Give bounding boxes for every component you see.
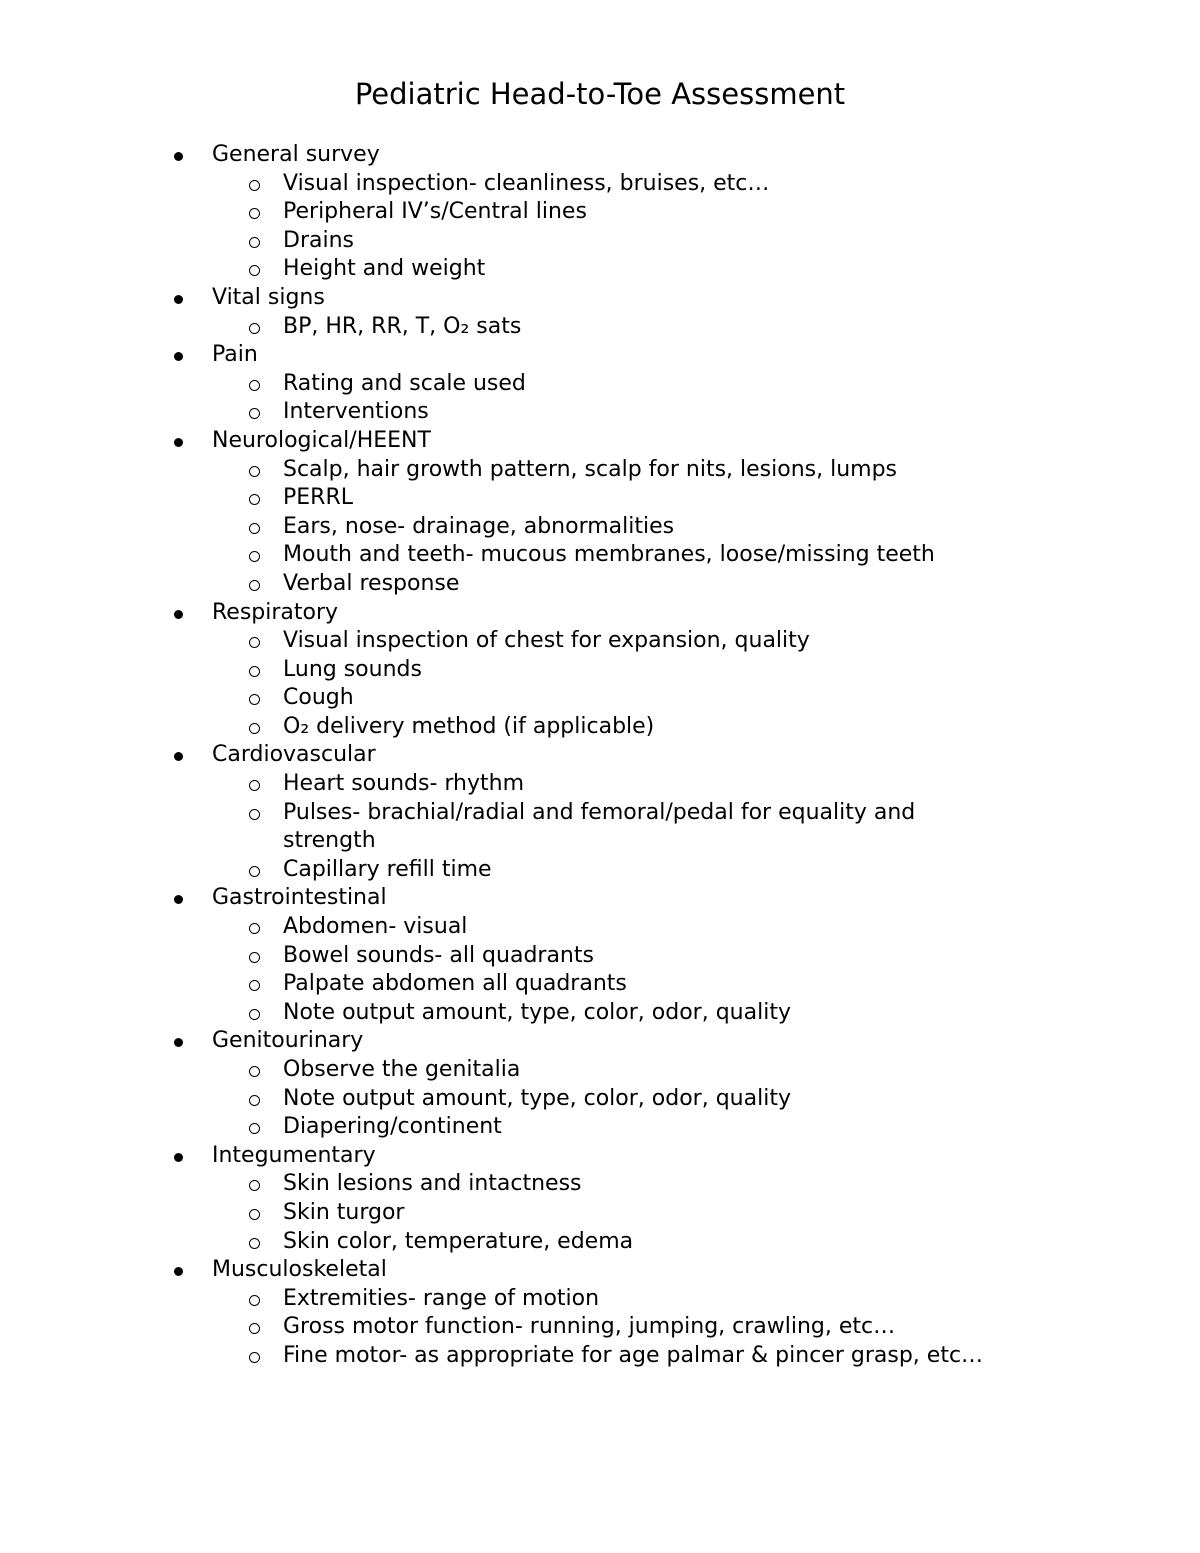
- section-musculoskeletal: [0, 1256, 1200, 1370]
- bullet-icon: [174, 752, 183, 761]
- page-title: Pediatric Head-to-Toe Assessment: [354, 77, 846, 111]
- open-circle-icon: [249, 780, 260, 791]
- bullet-icon: [174, 295, 183, 304]
- list-item: [0, 999, 1200, 1028]
- sub-list: [0, 456, 1200, 599]
- open-circle-icon: [249, 1209, 260, 1220]
- open-circle-icon: [249, 980, 260, 991]
- open-circle-icon: [249, 1095, 260, 1106]
- section-heading-text: Vital signs: [212, 284, 325, 310]
- section-heading-text: Gastrointestinal: [212, 885, 387, 911]
- list-item-text: BP, HR, RR, T, O₂ sats: [283, 313, 522, 339]
- list-item-text: Verbal response: [283, 570, 460, 596]
- list-item-text: Skin turgor: [283, 1199, 405, 1225]
- list-item: [0, 1313, 1200, 1342]
- open-circle-icon: [249, 466, 260, 477]
- bullet-icon: [174, 352, 183, 361]
- list-item: [0, 570, 1200, 599]
- list-item-text: PERRL: [283, 485, 353, 511]
- open-circle-icon: [249, 1323, 260, 1334]
- list-item: [0, 398, 1200, 427]
- list-item: [0, 1228, 1200, 1257]
- section-heading: [0, 141, 1200, 170]
- section-integumentary: [0, 1142, 1200, 1256]
- section-heading: [0, 599, 1200, 628]
- open-circle-icon: [249, 923, 260, 934]
- list-item: [0, 227, 1200, 256]
- list-item-text: Interventions: [283, 399, 429, 425]
- list-item: [0, 1285, 1200, 1314]
- list-item-text: Visual inspection of chest for expansion, quality: [283, 628, 810, 654]
- section-heading-text: Genitourinary: [212, 1028, 364, 1054]
- list-item-text: Diapering/continent: [283, 1114, 502, 1140]
- section-heading: [0, 427, 1200, 456]
- open-circle-icon: [249, 809, 260, 820]
- list-item-text: Observe the genitalia: [283, 1057, 521, 1082]
- open-circle-icon: [249, 666, 260, 677]
- open-circle-icon: [249, 580, 260, 591]
- bullet-icon: [174, 610, 183, 619]
- sub-list: [0, 627, 1200, 741]
- list-item: [0, 1056, 1200, 1085]
- list-item: [0, 684, 1200, 713]
- open-circle-icon: [249, 1238, 260, 1249]
- open-circle-icon: [249, 1066, 260, 1077]
- list-item: [0, 484, 1200, 513]
- list-item-text: Bowel sounds- all quadrants: [283, 942, 594, 968]
- list-item: [0, 799, 983, 856]
- section-gastrointestinal: [0, 884, 1200, 1027]
- list-item-text: Gross motor function- running, jumping, crawling, etc…: [283, 1314, 896, 1340]
- list-item-text: Note output amount, type, color, odor, quality: [283, 1085, 791, 1111]
- open-circle-icon: [249, 237, 260, 248]
- list-item-text: Fine motor- as appropriate for age palmar & pincer grasp, etc…: [283, 1342, 984, 1368]
- list-item: [0, 1342, 1200, 1371]
- list-item: [0, 1085, 1200, 1114]
- list-item-text: Ears, nose- drainage, abnormalities: [283, 513, 675, 539]
- sub-list: [0, 313, 1200, 342]
- list-item: [0, 1170, 1200, 1199]
- sub-list: [0, 913, 1200, 1027]
- list-item: [0, 656, 1200, 685]
- list-item-text: Extremities- range of motion: [283, 1285, 600, 1311]
- section-general-survey: [0, 141, 1200, 284]
- open-circle-icon: [249, 723, 260, 734]
- section-pain: [0, 341, 1200, 427]
- open-circle-icon: [249, 265, 260, 276]
- sub-list: [0, 1170, 1200, 1256]
- list-item-text: Skin color, temperature, edema: [283, 1228, 634, 1254]
- section-genitourinary: [0, 1027, 1200, 1141]
- section-heading-text: Pain: [212, 342, 258, 368]
- list-item: [0, 1113, 1200, 1142]
- list-item-text: Rating and scale used: [283, 370, 526, 396]
- open-circle-icon: [249, 408, 260, 419]
- list-item-text: Peripheral IV’s/Central lines: [283, 199, 587, 225]
- list-item-text: Mouth and teeth- mucous membranes, loose/missing teeth: [283, 542, 935, 568]
- sub-list: [0, 1285, 1200, 1371]
- list-item-text: Capillary refill time: [283, 856, 492, 882]
- bullet-icon: [174, 438, 183, 447]
- section-respiratory: [0, 599, 1200, 742]
- list-item-text: Note output amount, type, color, odor, quality: [283, 999, 791, 1025]
- open-circle-icon: [249, 1352, 260, 1363]
- open-circle-icon: [249, 1123, 260, 1134]
- open-circle-icon: [249, 494, 260, 505]
- sub-list: [0, 170, 1200, 284]
- list-item-text: Palpate abdomen all quadrants: [283, 971, 627, 997]
- open-circle-icon: [249, 208, 260, 219]
- list-item: [0, 255, 1200, 284]
- section-heading-text: General survey: [212, 142, 380, 167]
- open-circle-icon: [249, 551, 260, 562]
- list-item-text: Visual inspection- cleanliness, bruises, etc…: [283, 170, 770, 196]
- open-circle-icon: [249, 380, 260, 391]
- sub-list: [0, 770, 1200, 884]
- list-item-text: Lung sounds: [283, 656, 422, 682]
- open-circle-icon: [249, 637, 260, 648]
- list-item-text: Heart sounds- rhythm: [283, 771, 525, 797]
- section-heading-text: Respiratory: [212, 599, 339, 625]
- list-item-text: Drains: [283, 227, 354, 253]
- sub-list: [0, 1056, 1200, 1142]
- bullet-icon: [174, 1038, 183, 1047]
- list-item: [0, 370, 1200, 399]
- list-item-text: Cough: [283, 685, 354, 711]
- section-neurological-heent: [0, 427, 1200, 599]
- list-item-text: Abdomen- visual: [283, 914, 468, 940]
- section-heading: [0, 1256, 1200, 1285]
- list-item-text: O₂ delivery method (if applicable): [283, 713, 655, 739]
- section-heading: [0, 1027, 1200, 1056]
- list-item: [0, 198, 1200, 227]
- section-heading: [0, 1142, 1200, 1171]
- section-heading: [0, 884, 1200, 913]
- section-heading: [0, 741, 1200, 770]
- list-item: [0, 170, 1200, 199]
- assessment-outline: [0, 141, 1200, 1371]
- list-item: [0, 1199, 1200, 1228]
- bullet-icon: [174, 1267, 183, 1276]
- section-vital-signs: [0, 284, 1200, 341]
- open-circle-icon: [249, 1295, 260, 1306]
- list-item: [0, 541, 1200, 570]
- list-item: [0, 627, 1200, 656]
- open-circle-icon: [249, 1009, 260, 1020]
- list-item: [0, 513, 1200, 542]
- section-heading-text: Neurological/HEENT: [212, 427, 431, 453]
- list-item: [0, 456, 1200, 485]
- section-heading-text: Integumentary: [212, 1142, 376, 1168]
- list-item: [0, 856, 1200, 885]
- bullet-icon: [174, 1153, 183, 1162]
- list-item-text: Scalp, hair growth pattern, scalp for nits, lesions, lumps: [283, 456, 898, 482]
- open-circle-icon: [249, 323, 260, 334]
- list-item-text: Height and weight: [283, 256, 486, 282]
- section-heading-text: Cardiovascular: [212, 742, 376, 768]
- section-heading-text: Musculoskeletal: [212, 1257, 387, 1283]
- open-circle-icon: [249, 694, 260, 705]
- open-circle-icon: [249, 180, 260, 191]
- open-circle-icon: [249, 952, 260, 963]
- sub-list: [0, 370, 1200, 427]
- bullet-icon: [174, 895, 183, 904]
- list-item: [0, 942, 1200, 971]
- list-item-text: Pulses- brachial/radial and femoral/pedal for equality and strength: [283, 799, 916, 854]
- list-item: [0, 913, 1200, 942]
- section-heading: [0, 284, 1200, 313]
- section-cardiovascular: [0, 741, 1200, 884]
- list-item: [0, 713, 1200, 742]
- list-item-text: Skin lesions and intactness: [283, 1171, 582, 1197]
- list-item: [0, 770, 1200, 799]
- open-circle-icon: [249, 866, 260, 877]
- section-heading: [0, 341, 1200, 370]
- open-circle-icon: [249, 523, 260, 534]
- list-item: [0, 313, 1200, 342]
- bullet-icon: [174, 152, 183, 161]
- list-item: [0, 970, 1200, 999]
- open-circle-icon: [249, 1180, 260, 1191]
